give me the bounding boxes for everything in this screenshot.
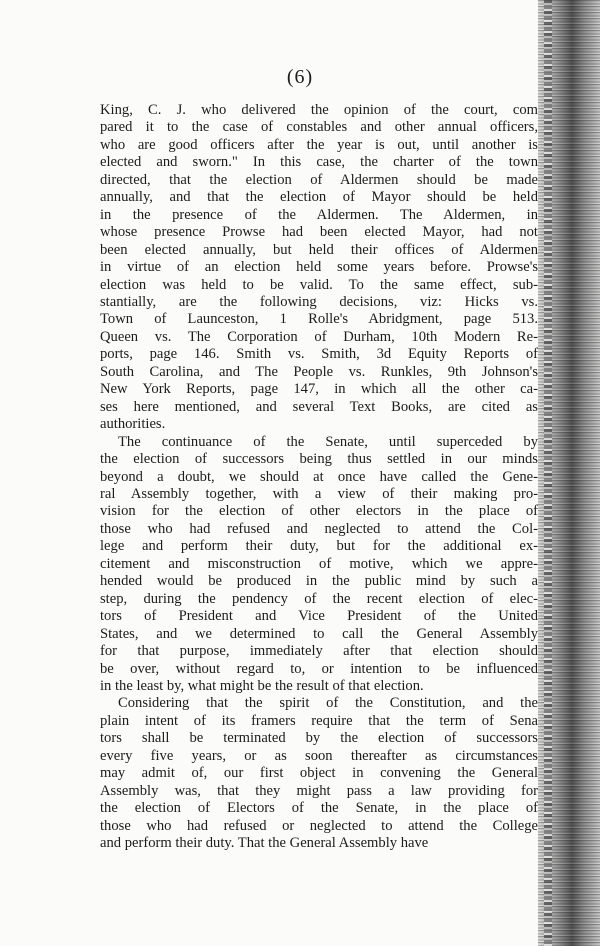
text-line: those who had refused and neglected to attend the Col- xyxy=(100,520,538,537)
text-line: New York Reports, page 147, in which all the other ca- xyxy=(100,381,538,398)
text-line: ses here mentioned, and several Text Books, are cited as xyxy=(100,398,538,415)
text-line: and perform their duty. That the General Assembly have xyxy=(100,835,429,852)
text-line: King, C. J. who delivered the opinion of the court, com xyxy=(100,102,538,118)
text-line: ral Assembly together, with a view of their making pro- xyxy=(100,485,538,502)
text-line: lege and perform their duty, but for the additional ex- xyxy=(100,538,538,555)
text-line: in the least by, what might be the result of that election. xyxy=(100,677,424,694)
text-line: vision for the election of other electors in the place of xyxy=(100,503,538,520)
paragraph xyxy=(100,102,538,434)
text-line: the election of Electors of the Senate, in the place of xyxy=(100,800,538,817)
text-line: plain intent of its framers require that the term of Sena xyxy=(100,712,538,729)
page-number: (6) xyxy=(286,66,314,88)
text-line: whose presence Prowse had been elected Mayor, had not xyxy=(100,224,538,241)
text-line: citement and misconstruction of motive, which we appre- xyxy=(100,555,538,572)
text-line: stantially, are the following decisions, viz: Hicks vs. xyxy=(100,293,538,310)
text-line: step, during the pendency of the recent election of elec- xyxy=(100,590,538,607)
text-line: tors shall be terminated by the election of successors xyxy=(100,730,538,747)
paragraph xyxy=(100,434,538,696)
text-line: directed, that the election of Aldermen should be made xyxy=(100,171,538,188)
text-line: in the presence of the Aldermen. The Aldermen, in xyxy=(100,206,538,223)
text-line: be over, without regard to, or intention to be influenced xyxy=(100,660,538,677)
text-line: for that purpose, immediately after that election should xyxy=(100,643,538,660)
text-line: those who had refused or neglected to attend the College xyxy=(100,817,538,834)
text-line: Queen vs. The Corporation of Durham, 10th Modern Re- xyxy=(100,328,538,345)
text-line: The continuance of the Senate, until superceded by xyxy=(118,433,538,450)
text-line: Assembly was, that they might pass a law providing for xyxy=(100,782,538,799)
text-line: in virtue of an election held some years before. Prowse's xyxy=(100,259,538,276)
text-line: hended would be produced in the public mind by such a xyxy=(100,573,538,590)
text-line: the election of successors being thus settled in our minds xyxy=(100,451,538,468)
paragraph xyxy=(100,695,538,852)
text-line: Town of Launceston, 1 Rolle's Abridgment, page 513. xyxy=(100,311,538,328)
text-line: pared it to the case of constables and other annual officers, xyxy=(100,119,538,136)
text-line: every five years, or as soon thereafter as circumstances xyxy=(100,747,538,764)
text-line: Considering that the spirit of the Constitution, and the xyxy=(118,695,538,712)
text-line: South Carolina, and The People vs. Runkles, 9th Johnson's xyxy=(100,363,538,380)
text-line: States, and we determined to call the General Assembly xyxy=(100,625,538,642)
text-line: authorities. xyxy=(100,416,166,433)
text-line: who are good officers after the year is out, until another is xyxy=(100,136,538,153)
text-line: elected and sworn." In this case, the charter of the town xyxy=(100,154,538,171)
text-line: been elected annually, but held their offices of Aldermen xyxy=(100,241,538,258)
text-line: tors of President and Vice President of the United xyxy=(100,608,538,625)
book-binding-edge xyxy=(538,0,600,946)
text-line: election was held to be valid. To the same effect, sub- xyxy=(100,276,538,293)
text-line: ports, page 146. Smith vs. Smith, 3d Equity Reports of xyxy=(100,346,538,363)
text-line: beyond a doubt, we should at once have called the Gene- xyxy=(100,468,538,485)
body-text xyxy=(100,102,538,852)
text-line: may admit of, our first object in convening the General xyxy=(100,765,538,782)
text-line: annually, and that the election of Mayor should be held xyxy=(100,189,538,206)
